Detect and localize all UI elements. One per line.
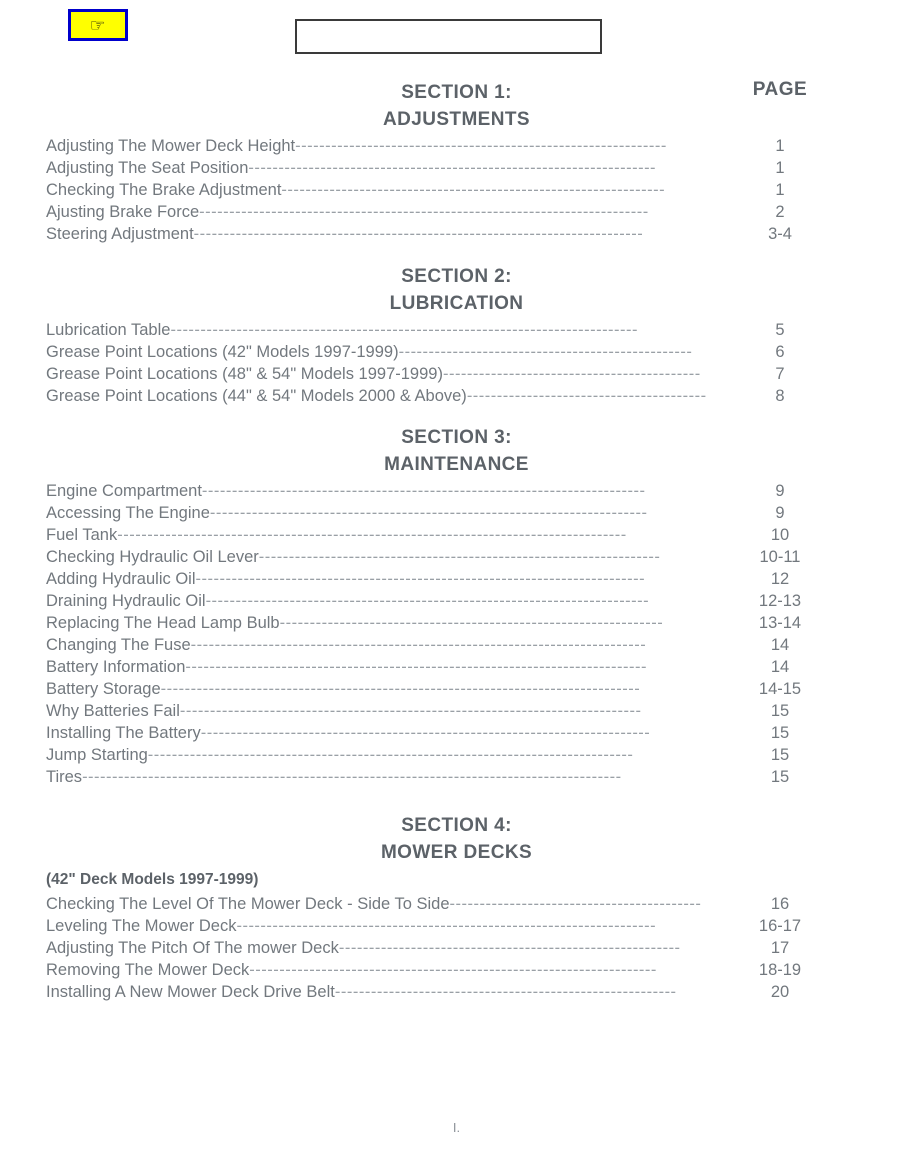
toc-entry[interactable] bbox=[0, 893, 913, 915]
toc-entry-page: 16 bbox=[770, 895, 790, 913]
section-heading bbox=[0, 263, 913, 317]
toc-leader-dots: --------------------------------------------------------------------------------- bbox=[147, 746, 634, 764]
toc-entry-page: 13-14 bbox=[758, 614, 802, 632]
toc-entry-page: 12 bbox=[770, 570, 790, 588]
toc-entry-page: 14-15 bbox=[758, 680, 802, 698]
toc-entry-label: Grease Point Locations (44" & 54" Models 2000 & Above) bbox=[46, 387, 467, 405]
page-folio: I. bbox=[452, 1120, 461, 1135]
toc-entry-label: Adjusting The Seat Position bbox=[46, 159, 249, 177]
toc-entry-label: Checking The Brake Adjustment bbox=[46, 181, 282, 199]
toc-entry[interactable] bbox=[0, 363, 913, 385]
toc-entry-page: 20 bbox=[770, 983, 790, 1001]
page-column-header: PAGE bbox=[752, 79, 808, 100]
toc-entry[interactable] bbox=[0, 959, 913, 981]
title-text-box[interactable] bbox=[295, 19, 602, 54]
section-title: ADJUSTMENTS bbox=[383, 109, 530, 130]
toc-entry-page: 14 bbox=[770, 658, 790, 676]
toc-leader-dots: -------------------------------------------------------------------------- bbox=[201, 482, 646, 500]
toc-entry-label: Jump Starting bbox=[46, 746, 148, 764]
toc-entry-label: Tires bbox=[46, 768, 83, 786]
toc-entry-page: 7 bbox=[775, 365, 785, 383]
toc-leader-dots: ------------------------------------------ bbox=[449, 895, 702, 913]
toc-entry[interactable] bbox=[0, 590, 913, 612]
section-heading bbox=[0, 424, 913, 478]
toc-entry-label: Installing The Battery bbox=[46, 724, 201, 742]
toc-leader-dots: ------------------------------------------------------------------------------------- bbox=[117, 526, 627, 544]
toc-entry-page: 10-11 bbox=[759, 548, 801, 566]
toc-entry[interactable] bbox=[0, 135, 913, 157]
toc-leader-dots: ------------------------------------------------------------------- bbox=[258, 548, 661, 566]
toc-leader-dots: ------------------------------------------------- bbox=[398, 343, 693, 361]
toc-leader-dots: ---------------------------------------- bbox=[466, 387, 707, 405]
toc-entry-label: Steering Adjustment bbox=[46, 225, 194, 243]
toc-entry[interactable] bbox=[0, 937, 913, 959]
toc-entry-label: Accessing The Engine bbox=[46, 504, 210, 522]
toc-section bbox=[0, 263, 913, 407]
toc-entry-page: 1 bbox=[775, 137, 785, 155]
toc-entry-label: Grease Point Locations (42" Models 1997-1999) bbox=[46, 343, 399, 361]
toc-entry[interactable] bbox=[0, 480, 913, 502]
toc-entry-label: Lubrication Table bbox=[46, 321, 171, 339]
toc-entry-label: Engine Compartment bbox=[46, 482, 202, 500]
toc-entry[interactable] bbox=[0, 157, 913, 179]
toc-entry-page: 17 bbox=[770, 939, 790, 957]
toc-leader-dots: -------------------------------------------------------------------- bbox=[249, 961, 657, 979]
toc-entry-label: Removing The Mower Deck bbox=[46, 961, 250, 979]
toc-leader-dots: --------------------------------------------------------------------------- bbox=[199, 203, 649, 221]
section-number-label: SECTION 3: bbox=[401, 427, 512, 448]
toc-entry-list bbox=[0, 480, 913, 788]
toc-entry-page: 15 bbox=[770, 724, 790, 742]
toc-leader-dots: ------------------------------------------------------------------------------ bbox=[170, 321, 639, 339]
toc-entry-label: Checking Hydraulic Oil Lever bbox=[46, 548, 259, 566]
section-title: MOWER DECKS bbox=[380, 842, 533, 863]
toc-entry-page: 10 bbox=[770, 526, 790, 544]
toc-entry[interactable] bbox=[0, 678, 913, 700]
toc-entry-label: Adding Hydraulic Oil bbox=[46, 570, 196, 588]
toc-entry[interactable] bbox=[0, 546, 913, 568]
toc-entry-label: Grease Point Locations (48" & 54" Models 1997-1999) bbox=[46, 365, 443, 383]
toc-leader-dots: -------------------------------------------------------------- bbox=[295, 137, 667, 155]
toc-leader-dots: ---------------------------------------------------------------- bbox=[281, 181, 666, 199]
top-toolbar bbox=[0, 0, 913, 70]
toc-entry[interactable] bbox=[0, 915, 913, 937]
toc-entry-page: 12-13 bbox=[758, 592, 802, 610]
toc-leader-dots: ------------------------------------------------------------------------------------------ bbox=[82, 768, 622, 786]
toc-entry[interactable] bbox=[0, 502, 913, 524]
toc-entry-page: 1 bbox=[775, 181, 785, 199]
toc-entry[interactable] bbox=[0, 656, 913, 678]
toc-leader-dots: ---------------------------------------------------------------------------- bbox=[190, 636, 647, 654]
section-number-label: SECTION 4: bbox=[401, 815, 512, 836]
toc-leader-dots: -------------------------------------------------------------------- bbox=[248, 159, 657, 177]
toc-entry-label: Why Batteries Fail bbox=[46, 702, 180, 720]
section-subheading: (42" Deck Models 1997-1999) bbox=[46, 871, 259, 888]
toc-entry-label: Adjusting The Mower Deck Height bbox=[46, 137, 296, 155]
section-heading bbox=[0, 812, 913, 866]
toc-leader-dots: --------------------------------------------------------------------------- bbox=[195, 570, 646, 588]
toc-entry-list bbox=[0, 135, 913, 245]
toc-entry-page: 16-17 bbox=[758, 917, 802, 935]
toc-entry-list bbox=[0, 893, 913, 1003]
toc-entry[interactable] bbox=[0, 385, 913, 407]
toc-section bbox=[0, 79, 913, 245]
toc-entry[interactable] bbox=[0, 981, 913, 1003]
toc-leader-dots: --------------------------------------------------------------------------- bbox=[193, 225, 644, 243]
toc-entry[interactable] bbox=[0, 223, 913, 245]
toc-entry-page: 2 bbox=[775, 203, 785, 221]
toc-leader-dots: --------------------------------------------------------- bbox=[334, 983, 677, 1001]
section-title: MAINTENANCE bbox=[384, 454, 529, 475]
toc-section bbox=[0, 812, 913, 1003]
toc-leader-dots: ---------------------------------------------------------------- bbox=[279, 614, 664, 632]
toc-section bbox=[0, 424, 913, 788]
section-number-label: SECTION 1: bbox=[401, 82, 512, 103]
toc-entry-label: Leveling The Mower Deck bbox=[46, 917, 237, 935]
toc-leader-dots: ----------------------------------------------------------------------------- bbox=[185, 658, 647, 676]
toc-entry-page: 15 bbox=[770, 702, 790, 720]
toc-entry-page: 8 bbox=[775, 387, 785, 405]
toc-leader-dots: ------------------------------------------------------------------------- bbox=[209, 504, 648, 522]
toc-entry-label: Ajusting Brake Force bbox=[46, 203, 200, 221]
toc-entry-label: Checking The Level Of The Mower Deck - Side To Side bbox=[46, 895, 450, 913]
pointing-hand-button[interactable] bbox=[68, 9, 128, 41]
toc-entry-label: Battery Storage bbox=[46, 680, 161, 698]
toc-entry[interactable] bbox=[0, 319, 913, 341]
toc-entry[interactable] bbox=[0, 179, 913, 201]
section-title: LUBRICATION bbox=[389, 293, 524, 314]
toc-entry-page: 5 bbox=[775, 321, 785, 339]
toc-entry[interactable] bbox=[0, 700, 913, 722]
toc-entry-page: 6 bbox=[775, 343, 785, 361]
toc-entry-label: Adjusting The Pitch Of The mower Deck bbox=[46, 939, 339, 957]
pointing-hand-icon: ☞ bbox=[89, 15, 107, 35]
toc-entry[interactable] bbox=[0, 722, 913, 744]
toc-entry[interactable] bbox=[0, 612, 913, 634]
toc-entry[interactable] bbox=[0, 744, 913, 766]
toc-entry-list bbox=[0, 319, 913, 407]
toc-entry-page: 1 bbox=[775, 159, 785, 177]
toc-entry[interactable] bbox=[0, 341, 913, 363]
section-heading bbox=[0, 79, 913, 133]
toc-entry[interactable] bbox=[0, 634, 913, 656]
toc-entry[interactable] bbox=[0, 201, 913, 223]
toc-leader-dots: -------------------------------------------------------------------------- bbox=[205, 592, 650, 610]
toc-leader-dots: -------------------------------------------------------------------------------- bbox=[160, 680, 641, 698]
toc-entry-label: Fuel Tank bbox=[46, 526, 118, 544]
toc-leader-dots: --------------------------------------------------------------------------- bbox=[200, 724, 651, 742]
toc-entry-page: 15 bbox=[770, 746, 790, 764]
toc-entry-page: 14 bbox=[770, 636, 790, 654]
toc-entry[interactable] bbox=[0, 568, 913, 590]
toc-entry-page: 9 bbox=[775, 482, 785, 500]
toc-leader-dots: ------------------------------------------- bbox=[442, 365, 701, 383]
toc-entry-page: 15 bbox=[770, 768, 790, 786]
toc-entry-page: 3-4 bbox=[768, 225, 792, 243]
toc-entry-label: Changing The Fuse bbox=[46, 636, 191, 654]
toc-leader-dots: ----------------------------------------------------------------------------- bbox=[179, 702, 642, 720]
toc-entry[interactable] bbox=[0, 766, 913, 788]
toc-entry[interactable] bbox=[0, 524, 913, 546]
toc-entry-label: Battery Information bbox=[46, 658, 186, 676]
toc-leader-dots: ---------------------------------------------------------------------- bbox=[236, 917, 657, 935]
toc-entry-label: Draining Hydraulic Oil bbox=[46, 592, 206, 610]
section-number-label: SECTION 2: bbox=[401, 266, 512, 287]
toc-entry-page: 9 bbox=[775, 504, 785, 522]
toc-leader-dots: --------------------------------------------------------- bbox=[338, 939, 681, 957]
toc-entry-label: Installing A New Mower Deck Drive Belt bbox=[46, 983, 335, 1001]
toc-entry-label: Replacing The Head Lamp Bulb bbox=[46, 614, 280, 632]
toc-entry-page: 18-19 bbox=[758, 961, 802, 979]
